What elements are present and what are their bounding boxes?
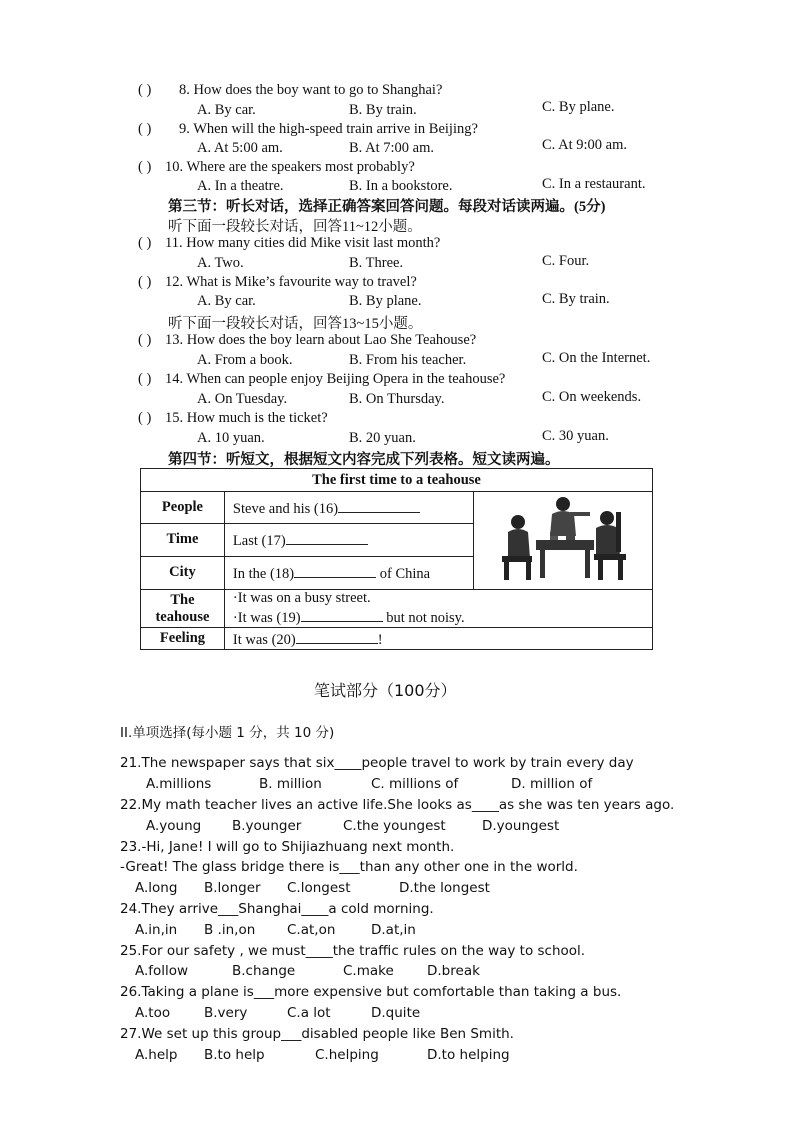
teahouse-table	[140, 468, 653, 650]
question-stem-line-2: -Great! The glass bridge there is___than any other one in the world.	[120, 859, 578, 875]
blank-17[interactable]	[286, 530, 368, 545]
section-4-heading: 第四节：听短文，根据短文内容完成下列表格。短文读两遍。	[168, 452, 560, 468]
question-stem-line-1: 23.-Hi, Jane! I will go to Shijiazhuang next month.	[120, 839, 455, 855]
option-c: C. In a restaurant.	[542, 176, 646, 192]
question-stem: 8. How does the boy want to go to Shanghai?	[179, 82, 443, 98]
teahouse-line-2	[233, 607, 652, 627]
answer-paren[interactable]: ( )	[138, 410, 152, 426]
teahouse-label	[141, 590, 225, 628]
option-a: A.follow	[135, 963, 189, 979]
teahouse-cell	[224, 590, 652, 628]
teahouse-label-line-2: teahouse	[155, 608, 210, 625]
option-a: A.help	[135, 1047, 178, 1063]
people-text: Steve and his (16)	[232, 500, 339, 517]
option-a: A. 10 yuan.	[197, 430, 265, 446]
option-a: A. On Tuesday.	[197, 391, 288, 407]
option-d: D.quite	[371, 1005, 421, 1021]
city-text-a: In the (18)	[232, 565, 295, 582]
option-b: B. By train.	[349, 102, 417, 118]
option-c: C.helping	[315, 1047, 379, 1063]
answer-paren[interactable]: ( )	[138, 332, 152, 348]
option-b: B .in,on	[204, 922, 256, 938]
option-c: C.make	[343, 963, 394, 979]
question-stem: 15. How much is the ticket?	[165, 410, 328, 426]
option-a: A.too	[135, 1005, 171, 1021]
option-a: A. Two.	[197, 255, 244, 271]
option-b: B. From his teacher.	[349, 352, 467, 368]
option-a: A.young	[146, 818, 202, 834]
question-stem: 25.For our safety , we must____the traffic rules on the way to school.	[120, 943, 586, 959]
option-b: B. By plane.	[349, 293, 422, 309]
option-b: B. 20 yuan.	[349, 430, 416, 446]
option-b: B. In a bookstore.	[349, 178, 453, 194]
section-3-heading: 第三节：听长对话，选择正确答案回答问题。每段对话读两遍。(5分)	[168, 199, 606, 215]
feeling-text-a: It was (20)	[232, 631, 296, 648]
option-d: D.youngest	[482, 818, 560, 834]
feeling-cell	[224, 628, 652, 650]
time-text: Last (17)	[232, 532, 286, 549]
option-a: A. In a theatre.	[197, 178, 284, 194]
question-stem: 22.My math teacher lives an active life.She looks as____as she was ten years ago.	[120, 797, 675, 813]
question-stem: 26.Taking a plane is___more expensive but comfortable than taking a bus.	[120, 984, 622, 1000]
option-d: D.break	[427, 963, 480, 979]
table-title: The first time to a teahouse	[141, 469, 653, 492]
option-c: C. On weekends.	[542, 389, 642, 405]
option-c: C. millions of	[371, 776, 459, 792]
time-cell	[224, 524, 473, 556]
answer-paren[interactable]: ( )	[138, 159, 152, 175]
option-b: B. million	[259, 776, 322, 792]
option-c: C. At 9:00 am.	[542, 137, 627, 153]
option-a: A. At 5:00 am.	[197, 140, 283, 156]
option-c: C. 30 yuan.	[542, 428, 609, 444]
answer-paren[interactable]: ( )	[138, 121, 152, 137]
option-d: D. million of	[511, 776, 593, 792]
section-3-instruction-1: 听下面一段较长对话，回答11~12小题。	[168, 219, 422, 235]
teahouse-line-2a: ·It was (19)	[232, 610, 301, 626]
blank-18[interactable]	[294, 563, 376, 578]
written-part-heading: 笔试部分（100分）	[314, 681, 457, 700]
option-b: B. Three.	[349, 255, 404, 271]
answer-paren[interactable]: ( )	[138, 235, 152, 251]
option-d: D.at,in	[371, 922, 416, 938]
option-d: D.to helping	[427, 1047, 510, 1063]
answer-paren[interactable]: ( )	[138, 82, 152, 98]
option-c: C.a lot	[287, 1005, 331, 1021]
people-cell	[224, 492, 473, 524]
option-c: C.longest	[287, 880, 351, 896]
blank-16[interactable]	[338, 498, 420, 513]
section-3-instruction-2: 听下面一段较长对话，回答13~15小题。	[168, 316, 423, 332]
option-a: A.in,in	[135, 922, 178, 938]
question-stem: 13. How does the boy learn about Lao She Teahouse?	[165, 332, 477, 348]
option-b: B. At 7:00 am.	[349, 140, 434, 156]
part-2-heading: II.单项选择(每小题 1 分，共 10 分)	[120, 725, 335, 741]
question-stem: 10. Where are the speakers most probably?	[165, 159, 415, 175]
option-c: C. On the Internet.	[542, 350, 651, 366]
question-stem: 12. What is Mike’s favourite way to travel?	[165, 274, 417, 290]
teahouse-line-1: ·It was on a busy street.	[232, 590, 371, 606]
teahouse-line-2b: but not noisy.	[386, 610, 465, 626]
blank-19[interactable]	[301, 607, 383, 622]
option-b: B.younger	[232, 818, 302, 834]
question-stem: 9. When will the high-speed train arrive in Beijing?	[179, 121, 478, 137]
blank-20[interactable]	[296, 629, 378, 644]
option-a: A. By car.	[197, 102, 256, 118]
option-c: C. By train.	[542, 291, 610, 307]
question-stem: 14. When can people enjoy Beijing Opera in the teahouse?	[165, 371, 506, 387]
option-b: B.longer	[204, 880, 261, 896]
city-text-b: of China	[379, 565, 431, 582]
feeling-label: Feeling	[141, 628, 225, 650]
feeling-text-b: !	[377, 631, 383, 648]
answer-paren[interactable]: ( )	[138, 371, 152, 387]
teahouse-people-illustration	[474, 492, 650, 584]
city-label: City	[141, 556, 225, 589]
time-label: Time	[141, 524, 225, 556]
option-b: B.change	[232, 963, 296, 979]
question-stem: 21.The newspaper says that six____people travel to work by train every day	[120, 755, 634, 771]
people-label: People	[141, 492, 225, 524]
option-b: B.to help	[204, 1047, 265, 1063]
option-c: C. By plane.	[542, 99, 615, 115]
picture-cell	[474, 492, 653, 590]
option-a: A.long	[135, 880, 178, 896]
option-c: C.the youngest	[343, 818, 446, 834]
question-stem: 24.They arrive___Shanghai____a cold morning.	[120, 901, 434, 917]
option-a: A. From a book.	[197, 352, 293, 368]
option-b: B. On Thursday.	[349, 391, 445, 407]
option-b: B.very	[204, 1005, 248, 1021]
city-cell	[224, 556, 473, 589]
question-stem: 11. How many cities did Mike visit last month?	[165, 235, 441, 251]
teahouse-label-line-1: The	[170, 591, 195, 608]
option-a: A.millions	[146, 776, 212, 792]
option-d: D.the longest	[399, 880, 490, 896]
option-c: C. Four.	[542, 253, 590, 269]
option-a: A. By car.	[197, 293, 256, 309]
question-stem: 27.We set up this group___disabled people like Ben Smith.	[120, 1026, 514, 1042]
answer-paren[interactable]: ( )	[138, 274, 152, 290]
option-c: C.at,on	[287, 922, 336, 938]
